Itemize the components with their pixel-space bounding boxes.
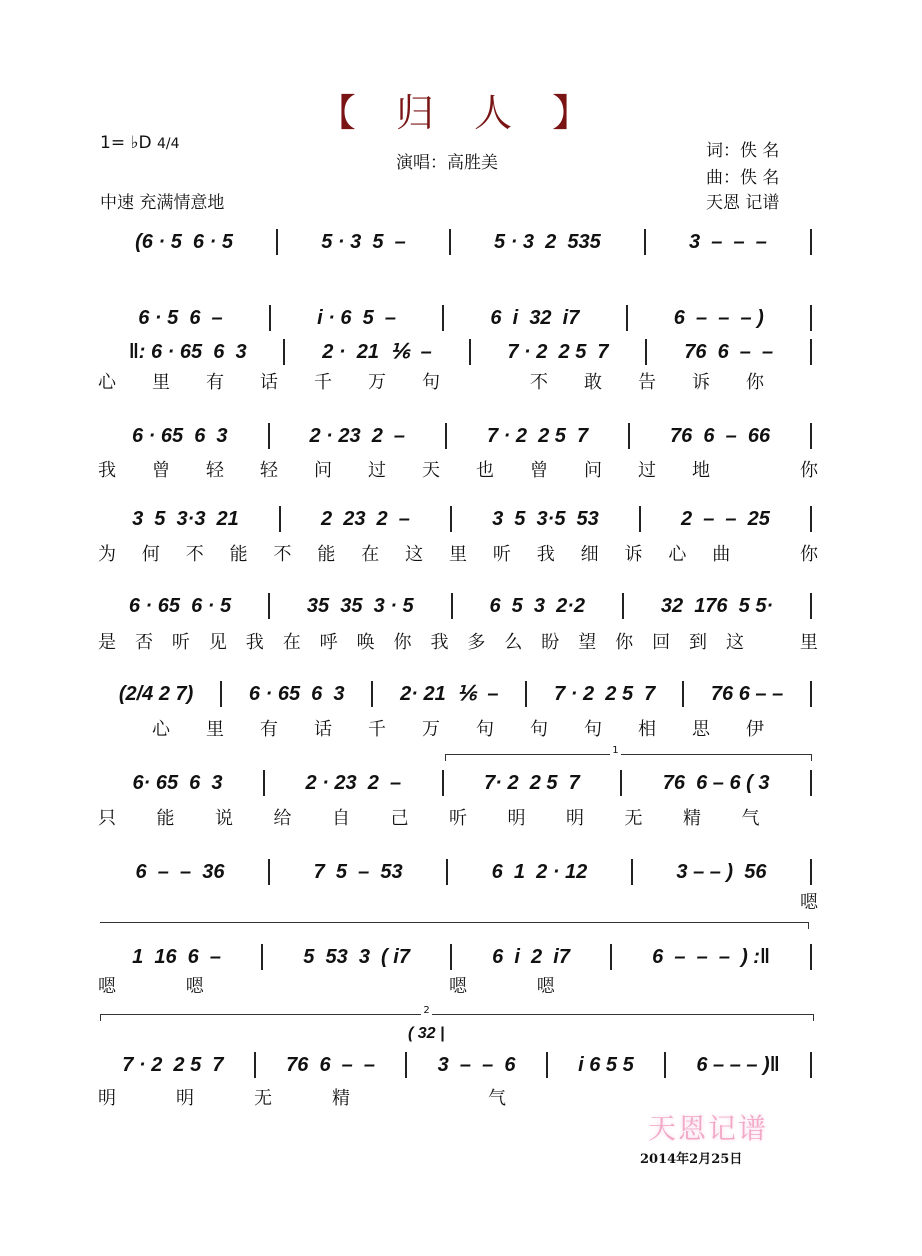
bar-line [220,681,222,707]
lyric-char: 诉 [692,372,710,393]
bar-line [442,770,444,796]
bar-line [371,681,373,707]
bar-line [450,506,452,532]
measure: ‖: 6 · 65 6 3 [128,341,247,363]
lyric-char [399,892,417,913]
lyric-char: 在 [282,632,301,653]
lyric-line [98,976,818,997]
lyric-char: 给 [273,808,292,829]
lyric-char: 嗯 [449,976,467,997]
notation-line [98,942,818,972]
measure: i · 6 5 – [317,307,397,329]
measure: 32 176 5 5· [660,595,774,617]
measure: 6 i 32 i7 [490,307,580,329]
measure: 7 · 2 2 5 7 [507,341,609,363]
volta-number: 1 [612,745,619,756]
lyric-char [625,976,643,997]
volta-bracket [100,1005,814,1021]
measure: 76 6 – 66 [669,425,771,447]
lyric-char: 回 [652,632,671,653]
lyric-char: 万 [368,372,386,393]
lyric-char: 万 [422,719,440,740]
date: 2014年2月25日 [640,1152,743,1167]
lyric-char: 过 [638,460,656,481]
measure: 3 – – ) 56 [676,861,767,883]
lyric-char: 你 [800,460,818,481]
lyric-char: 听 [171,632,190,653]
bar-line [276,229,278,255]
lyric-char: 气 [488,1088,506,1109]
bar-line [631,859,633,885]
lyric-char: 不 [273,544,292,565]
transcriber-stamp: 天恩记谱 [648,1112,769,1145]
lyric-char: 气 [741,808,760,829]
lyric-char: 是 [98,632,116,653]
bar-line [263,770,265,796]
bar-line [445,423,447,449]
lyric-char: 心 [98,372,116,393]
lyric-char: 听 [492,544,511,565]
bar-line [810,859,812,885]
measure: 7 · 2 2 5 7 [554,683,656,705]
lyric-char [98,719,116,740]
lyric-char: 你 [746,372,764,393]
bar-line [525,681,527,707]
bar-line [645,339,647,365]
lyric-char [800,1088,818,1109]
measure: 6 – – – ) [673,307,764,329]
lyric-char: 告 [638,372,656,393]
notation-line [98,1050,818,1080]
bar-line [639,506,641,532]
volta-bracket [445,745,812,761]
bar-line [810,944,812,970]
bar-line [810,681,812,707]
singer: 演唱：高胜美 [396,153,498,173]
bar-line [810,305,812,331]
measure: 6 · 65 6 3 [131,425,228,447]
bar-line [682,681,684,707]
lyric-char: 有 [206,372,224,393]
lyric-char: 我 [536,544,555,565]
measure: 3 5 3·3 21 [132,508,239,530]
lyric-char: 嗯 [98,976,116,997]
measure: 7· 2 2 5 7 [484,772,580,794]
measure: 7 · 2 2 5 7 [122,1054,224,1076]
lyric-char [800,719,818,740]
bar-line [268,593,270,619]
bar-line [664,1052,666,1078]
lyric-char: 只 [98,808,116,829]
lyric-char: 听 [449,808,467,829]
measure: 6 i 2 i7 [492,946,570,968]
measure: 7 5 – 53 [313,861,403,883]
lyric-char: 曾 [530,460,548,481]
bar-line [442,305,444,331]
lyric-char: 何 [141,544,160,565]
lyric-char: 说 [215,808,233,829]
bar-line [810,339,812,365]
lyric-char: 能 [229,544,248,565]
pickup-notes: ( 32 | [408,1025,445,1042]
lyric-char: 句 [422,372,440,393]
lyric-char: 不 [185,544,204,565]
lyric-line [98,719,818,740]
lyric-char: 里 [152,372,170,393]
bar-line [405,1052,407,1078]
lyric-char: 细 [580,544,599,565]
lyric-char [763,632,781,653]
bar-line [810,770,812,796]
bar-line [644,229,646,255]
lyric-char [198,892,216,913]
lyric-char: 过 [368,460,386,481]
lyric-char: 里 [799,632,818,653]
lyricist: 词：佚 名 [706,141,780,161]
measure: 6 · 65 6 · 5 [128,595,232,617]
bar-line [446,859,448,885]
measure: 6 – – – ) :‖ [652,946,770,968]
lyric-char: 唤 [356,632,375,653]
notation-line [98,337,818,367]
lyric-char [274,976,292,997]
lyric-char [712,976,730,997]
measure: 6 · 5 6 – [138,307,223,329]
measure: 3 5 3·5 53 [492,508,599,530]
lyric-char: 伊 [746,719,764,740]
notation-line [98,504,818,534]
lyric-char: 这 [405,544,424,565]
lyric-char: 我 [245,632,264,653]
bar-line [620,770,622,796]
bar-line [451,593,453,619]
notation-line [98,227,818,257]
key-signature [100,133,180,153]
tempo-marking: 中速 充满情意地 [100,193,225,213]
song-title: 【 归 人 】 [317,91,605,135]
bar-line [628,423,630,449]
composer: 曲：佚 名 [706,168,780,188]
lyric-char [476,372,494,393]
bar-line [546,1052,548,1078]
lyric-char: 精 [683,808,701,829]
measure: i 6 5 5 [578,1054,634,1076]
bar-line [450,944,452,970]
key: 1= ♭D [100,133,152,153]
lyric-char: 在 [361,544,380,565]
lyric-line [98,460,818,481]
lyric-char: 心 [668,544,687,565]
bar-line [469,339,471,365]
measure: 2 · 23 2 – [309,425,406,447]
notation-line [98,857,818,887]
notation-line [98,303,818,333]
bar-line [810,593,812,619]
lyric-char: 嗯 [799,892,818,913]
lyric-char [722,1088,740,1109]
lyric-char: 思 [692,719,710,740]
bar-line [283,339,285,365]
measure: 6· 65 6 3 [132,772,223,794]
lyric-char: 己 [390,808,409,829]
bar-line [810,229,812,255]
lyric-char: 嗯 [536,976,555,997]
lyric-char: 你 [393,632,412,653]
lyric-char: 见 [208,632,227,653]
measure: 6 1 2 · 12 [491,861,588,883]
lyric-char [410,1088,428,1109]
lyric-char: 到 [689,632,707,653]
lyric-char: 相 [638,719,656,740]
lyric-char: 我 [430,632,449,653]
lyric-char: 你 [615,632,634,653]
bar-line [254,1052,256,1078]
lyric-char: 千 [314,372,332,393]
lyric-char: 你 [800,544,818,565]
lyric-char: 么 [504,632,523,653]
lyric-char: 句 [476,719,494,740]
lyric-char: 曾 [152,460,170,481]
lyric-char: 为 [98,544,116,565]
measure: (2/4 2 7) [118,683,194,705]
volta-number: 2 [423,1005,430,1016]
lyric-char: 诉 [624,544,643,565]
measure: 3 – – – [689,231,767,253]
lyric-char: 多 [467,632,486,653]
lyric-char [800,372,818,393]
measure: 6 – – – )‖ [696,1054,780,1076]
lyric-char [756,544,774,565]
lyric-char: 能 [317,544,336,565]
lyric-char: 明 [566,808,584,829]
notation-line [98,768,818,798]
notation-line [98,591,818,621]
lyric-char: 里 [449,544,467,565]
lyric-char [361,976,379,997]
lyric-char [746,460,764,481]
measure: 76 6 – – [286,1054,376,1076]
measure: 76 6 – – [710,683,784,705]
time-signature: 4/4 [156,136,180,152]
bar-line [449,229,451,255]
lyric-char: 有 [260,719,278,740]
lyric-line [98,892,818,913]
measure: 2 · 23 2 – [305,772,402,794]
lyric-char: 问 [314,460,332,481]
measure: 2 – – 25 [680,508,770,530]
measure: 35 35 3 · 5 [306,595,414,617]
lyric-char: 天 [422,460,440,481]
notation-line [98,679,818,709]
measure: 2 · 21 ⅙ – [322,341,432,363]
bar-line [622,593,624,619]
measure: 76 6 – 6 ( 3 [662,772,770,794]
measure: 5 · 3 5 – [321,231,406,253]
measure: 76 6 – – [684,341,774,363]
bar-line [268,423,270,449]
bar-line [269,305,271,331]
lyric-char: 句 [584,719,602,740]
notation-line [98,421,818,451]
lyric-line [98,632,818,653]
lyric-line [98,544,818,565]
lyric-char: 心 [152,719,170,740]
lyric-char [800,976,818,997]
lyric-char: 嗯 [185,976,204,997]
measure: 2 23 2 – [320,508,410,530]
lyric-char [98,892,116,913]
lyric-line [98,372,818,393]
bar-line [610,944,612,970]
measure: 6 – – 36 [135,861,225,883]
lyric-char: 千 [368,719,386,740]
measure: 5 53 3 ( i7 [303,946,410,968]
bar-line [268,859,270,885]
lyric-char: 轻 [206,460,224,481]
lyric-char [644,1088,662,1109]
lyric-char: 曲 [712,544,731,565]
lyric-char [299,892,317,913]
lyric-char: 话 [260,372,278,393]
lyric-char: 这 [725,632,744,653]
measure: (6 · 5 6 · 5 [135,231,233,253]
volta-bracket-continuation [100,922,809,929]
lyric-char: 无 [254,1088,272,1109]
lyric-char: 地 [692,460,710,481]
lyric-char: 句 [530,719,548,740]
bar-line [810,1052,812,1078]
bar-line [261,944,263,970]
measure: 6 5 3 2·2 [489,595,586,617]
lyric-char [599,892,617,913]
lyric-char: 明 [507,808,526,829]
lyric-char: 精 [332,1088,350,1109]
lyric-char [566,1088,584,1109]
transcriber: 天恩 记谱 [706,193,780,213]
measure: 3 – – 6 [437,1054,516,1076]
bar-line [810,506,812,532]
lyric-char [499,892,517,913]
measure: 2· 21 ⅙ – [400,683,499,705]
lyric-char: 问 [584,460,602,481]
measure: 6 · 65 6 3 [248,683,345,705]
lyric-char: 无 [624,808,643,829]
lyric-char: 盼 [541,632,560,653]
lyric-char [800,808,818,829]
lyric-char: 不 [530,372,548,393]
lyric-char: 也 [476,460,494,481]
lyric-char: 否 [134,632,153,653]
lyric-char: 话 [314,719,332,740]
lyric-char: 里 [206,719,224,740]
bar-line [279,506,281,532]
lyric-char: 明 [98,1088,116,1109]
bar-line [810,423,812,449]
lyric-char [700,892,718,913]
lyric-char: 明 [176,1088,194,1109]
measure: 7 · 2 2 5 7 [486,425,589,447]
lyric-char: 能 [156,808,175,829]
lyric-char: 望 [578,632,597,653]
lyric-line [98,1088,818,1109]
lyric-char: 敢 [584,372,602,393]
lyric-line [98,808,818,829]
lyric-char: 我 [98,460,116,481]
bar-line [626,305,628,331]
lyric-char: 轻 [260,460,278,481]
measure: 1 16 6 – [132,946,222,968]
measure: 5 · 3 2 535 [494,231,601,253]
lyric-char: 自 [332,808,350,829]
lyric-char: 呼 [319,632,338,653]
